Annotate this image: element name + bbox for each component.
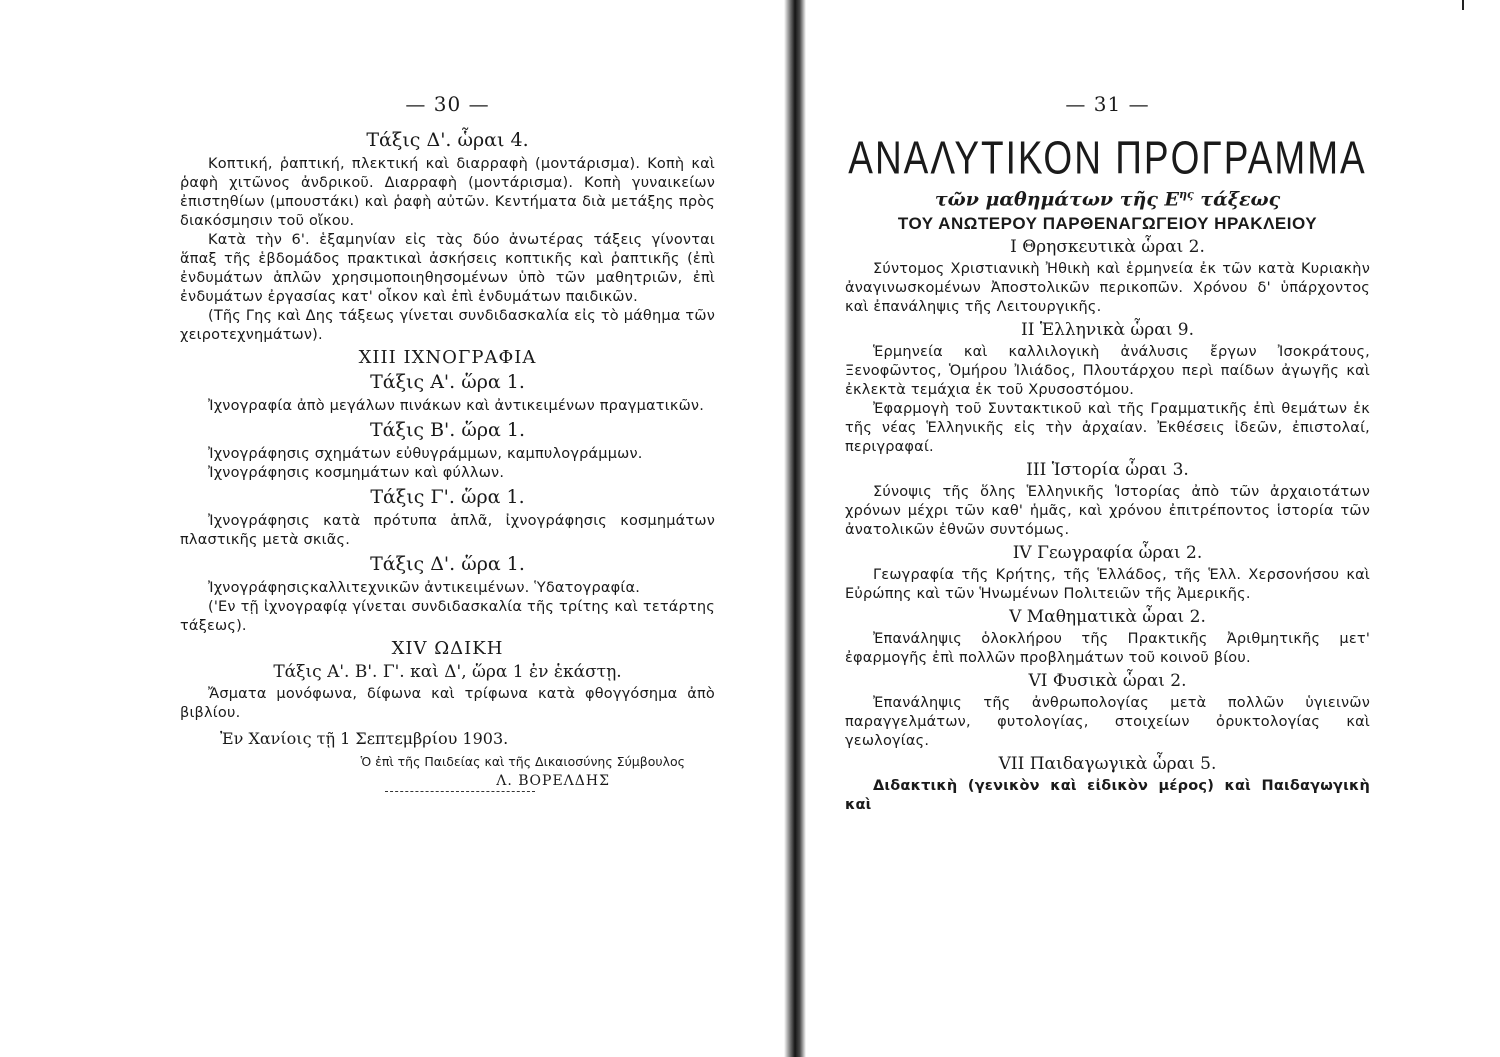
- section-mathematics: V Μαθηματικὰ ὧραι 2.: [1009, 607, 1206, 628]
- program-title: ΑΝΑΛΥΤΙΚΟΝ ΠΡΟΓΡΑΜΜΑ: [848, 132, 1367, 184]
- drawing-b-paragraph-2: Ἰχνογράφησις κοσμημάτων καὶ φύλλων.: [208, 465, 505, 481]
- drawing-c-paragraph: Ἰχνογράφησις κατὰ πρότυπα ἁπλᾶ, ἰχνογράφησις κοσμημάτων πλαστικῆς μετὰ σκιᾶς.: [180, 513, 715, 548]
- drawing-b-paragraph-1: Ἰχνογράφησις σχημάτων εὐθυγράμμων, καμπυλογράμμων.: [208, 446, 643, 462]
- drawing-d-paragraph: Ἰχνογράφησιςκαλλιτεχνικῶν ἀντικειμένων. Ὑδατογραφία.: [208, 580, 641, 596]
- drawing-a-paragraph: Ἰχνογραφία ἀπὸ μεγάλων πινάκων καὶ ἀντικειμένων πραγματικῶν.: [208, 398, 705, 414]
- pedagogy-paragraph: Διδακτικὴ (γενικὸν καὶ εἰδικὸν μέρος) καὶ Παιδαγωγικὴ καὶ: [845, 778, 1370, 814]
- mathematics-paragraph: Ἐπανάληψις ὁλοκλήρου τῆς Πρακτικῆς Ἀριθμητικῆς μετ' ἐφαρμογῆς ἐπὶ πολλῶν προβλημάτων τοῦ κοινοῦ βίου.: [845, 631, 1370, 667]
- history-paragraph: Σύνοψις τῆς ὅλης Ἑλληνικῆς Ἱστορίας ἀπὸ τῶν ἀρχαιοτάτων χρόνων μέχρι τῶν καθ' ἡμᾶς, καὶ χρόνου ἐπιτρέποντος ἱστορία τῶν ἀνατολικῶν ἐθνῶν συντόμως.: [845, 484, 1370, 539]
- religion-paragraph: Σύντομος Χριστιανικὴ Ἠθικὴ καὶ ἑρμηνεία ἐκ τῶν κατὰ Κυριακὴν ἀναγινωσκομένων Ἀποστολικῶν περικοπῶν. Χρόνου δ' ὑπάρχοντος καὶ ἐπανάληψις τῆς Λειτουργικῆς.: [845, 261, 1370, 316]
- joint-teaching-note: (Τῆς Γης καὶ Δης τάξεως γίνεται συνδιδασκαλία εἰς τὸ μάθημα τῶν χειροτεχνημάτων).: [180, 308, 715, 343]
- class-heading-all: Τάξις Α'. Β'. Γ'. καὶ Δ', ὥρα 1 ἐν ἑκάστῃ.: [273, 662, 622, 682]
- subtitle-start: τῶν μαθημάτων τῆς Ε: [934, 188, 1179, 211]
- right-page-text: [845, 132, 1370, 815]
- geography-paragraph: Γεωγραφία τῆς Κρήτης, τῆς Ἑλλάδος, τῆς Ἑλλ. Χερσονήσου καὶ Εὐρώπης καὶ τῶν Ἡνωμένων Πολιτειῶν τῆς Ἀμερικῆς.: [845, 567, 1370, 603]
- subtitle-end: τάξεως: [1193, 188, 1281, 211]
- class-heading-d: Τάξις Δ'. ὧραι 4.: [366, 129, 529, 151]
- class-heading-d2: Τάξις Δ'. ὥρα 1.: [370, 553, 525, 575]
- section-singing-heading: XIV ΩΔΙΚΗ: [391, 638, 504, 659]
- section-drawing-heading: XIII ΙΧΝΟΓΡΑΦΙΑ: [358, 347, 537, 368]
- left-page: [180, 0, 715, 1057]
- physics-paragraph: Ἐπανάληψις τῆς ἀνθρωπολογίας μετὰ πολλῶν ὑγιεινῶν παραγγελμάτων, φυτολογίας, στοιχείων ὀρυκτολογίας καὶ γεωλογίας.: [845, 695, 1370, 750]
- class-heading-b: Τάξις Β'. ὥρα 1.: [369, 419, 526, 441]
- greek-paragraph-2: Ἐφαρμογὴ τοῦ Συντακτικοῦ καὶ τῆς Γραμματικῆς ἐπὶ θεμάτων ἐκ τῆς νέας Ἑλληνικῆς εἰς τὴν ἀρχαίαν. Ἐκθέσεις ἰδεῶν, ἐπιστολαί, περιγραφαί.: [845, 401, 1370, 456]
- date-line: Ἐν Χανίοις τῇ 1 Σεπτεμβρίου 1903.: [220, 729, 509, 748]
- signature-title: Ὁ ἐπὶ τῆς Παιδείας καὶ τῆς Δικαιοσύνης Σύμβουλος: [360, 754, 685, 769]
- practice-paragraph: Κατὰ τὴν 6'. ἑξαμηνίαν εἰς τὰς δύο ἀνωτέρας τάξεις γίνονται ἅπαξ τῆς ἑβδομάδος πρακτικαὶ ἀσκήσεις κοπτικῆς καὶ ῥαπτικῆς (ἐπὶ ἐνδυμάτων ἁπλῶν χρησιμοποιηθησομένων ὑπὸ τῶν μαθητριῶν, ἐπὶ ἐνδυμάτων ἐργασίας κατ' οἶκον καὶ ἐπὶ ἐνδυμάτων παιδικῶν.: [180, 232, 715, 305]
- right-page: [845, 0, 1370, 1057]
- greek-paragraph-1: Ἑρμηνεία καὶ καλλιλογικὴ ἀνάλυσις ἔργων Ἰσοκράτους, Ξενοφῶντος, Ὁμήρου Ἰλιάδος, Πλουτάρχου περὶ παίδων ἀγωγῆς καὶ ἐκλεκτὰ τεμάχια ἐκ τοῦ Χρυσοστόμου.: [845, 344, 1370, 399]
- institution-name: ΤΟΥ ΑΝΩΤΕΡΟΥ ΠΑΡΘΕΝΑΓΩΓΕΙΟΥ ΗΡΑΚΛΕΙΟΥ: [897, 214, 1318, 234]
- signature-rule: [385, 791, 535, 792]
- page-number-30: — 30 —: [405, 92, 490, 116]
- left-page-text: [180, 126, 715, 792]
- section-geography: IV Γεωγραφία ὧραι 2.: [1012, 543, 1203, 564]
- subtitle-superscript: ης: [1178, 188, 1194, 201]
- page-number-31: — 31 —: [1065, 92, 1150, 116]
- section-greek: II Ἑλληνικὰ ὧραι 9.: [1020, 320, 1194, 341]
- class-heading-a: Τάξις Α'. ὥρα 1.: [370, 371, 525, 393]
- book-gutter: [784, 0, 806, 1057]
- singing-paragraph: Ἄσματα μονόφωνα, δίφωνα καὶ τρίφωνα κατὰ φθογγόσημα ἀπὸ βιβλίου.: [180, 686, 715, 721]
- section-physics: VI Φυσικὰ ὧραι 2.: [1028, 671, 1187, 692]
- signature-name: Λ. ΒΟΡΕΛΔΗΣ: [496, 773, 610, 789]
- class-heading-c: Τάξις Γ'. ὥρα 1.: [370, 486, 525, 508]
- scan-edge-mark: [1462, 0, 1464, 10]
- sewing-paragraph: Κοπτική, ῥαπτική, πλεκτική καὶ διαρραφὴ (μοντάρισμα). Κοπὴ καὶ ῥαφὴ χιτῶνος ἀνδρικοῦ. Διαρραφὴ (μοντάρισμα). Κοπὴ γυναικείων ἐπιστηθίων (μπουστάκι) καὶ ῥαφὴ αὐτῶν. Κεντήματα διὰ μετάξης πρὸς διακόσμησιν τοῦ οἴκου.: [180, 156, 715, 229]
- section-history: III Ἱστορία ὧραι 3.: [1026, 460, 1189, 481]
- section-pedagogy: VII Παιδαγωγικὰ ὧραι 5.: [998, 754, 1217, 775]
- section-religion: I Θρησκευτικὰ ὧραι 2.: [1010, 237, 1205, 258]
- drawing-joint-note: ('Εν τῇ ἰχνογραφίᾳ γίνεται συνδιδασκαλία τῆς τρίτης καὶ τετάρτης τάξεως).: [180, 599, 715, 634]
